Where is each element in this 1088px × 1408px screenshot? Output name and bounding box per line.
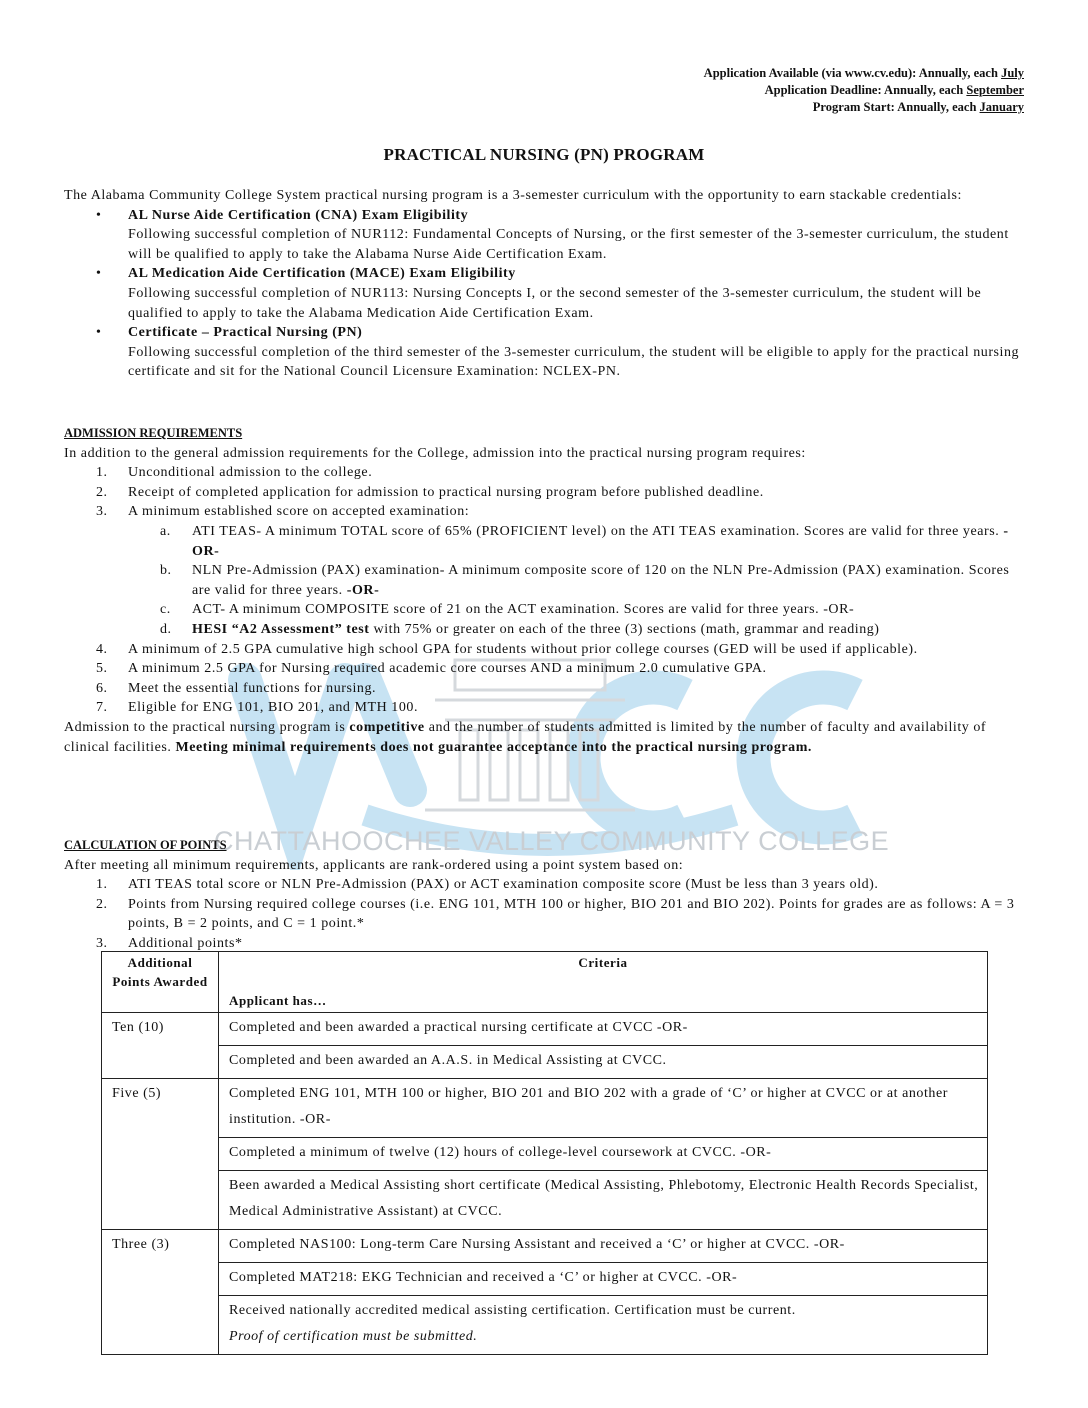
admission-note [64,718,1024,757]
criteria-cell [219,1296,988,1355]
note-text: and the number of students admitted is limited by the number of faculty and availability of clinical facilities. [64,719,987,755]
admission-item [64,698,1024,718]
additional-points-table [101,951,988,1355]
admission-item [64,463,1024,483]
item-letter: a. [160,523,171,539]
month: January [979,100,1024,114]
admission-requirements-section [64,424,1024,757]
item-number: 5. [96,661,108,677]
criteria-label: Criteria [578,955,628,970]
item-text: Additional points* [128,935,243,951]
or-label: -OR- [192,523,1009,559]
item-number: 7. [96,700,108,716]
note-text: Admission to the practical nursing program is [64,719,350,735]
credential-text: Following successful completion of NUR113: Nursing Concepts I, or the second semester of the 3-semester curriculum, the student will be qualified to apply to take the Alabama Medication Aide Certification Exam. [128,285,982,321]
criteria-cell: Completed a minimum of twelve (12) hours of college-level coursework at CVCC. -OR- [219,1138,988,1171]
schedule-header [704,65,1024,116]
calculation-heading: CALCULATION OF POINTS [64,838,227,852]
admission-item [64,640,1024,660]
item-letter: b. [160,563,172,579]
item-letter: d. [160,621,172,637]
credential-title: AL Medication Aide Certification (MACE) Exam Eligibility [128,266,516,282]
admission-item [64,659,1024,679]
calculation-item [64,875,1024,895]
points-column-header: Additional Points Awarded [102,952,219,1013]
admission-item [64,502,1024,639]
calculation-item [64,895,1024,934]
table-row [102,1296,988,1355]
item-text: Receipt of completed application for admission to practical nursing program before published deadline. [128,484,764,500]
item-text: A minimum established score on accepted examination: [128,504,470,520]
intro-paragraph: The Alabama Community College System practical nursing program is a 3-semester curriculum with the opportunity to earn stackable credentials: [64,188,962,203]
admission-intro: In addition to the general admission requirements for the College, admission into the practical nursing program requires: [64,445,806,461]
points-cell: Five (5) [102,1079,219,1230]
admission-heading: ADMISSION REQUIREMENTS [64,426,243,440]
item-letter: c. [160,602,171,618]
item-text: Meet the essential functions for nursing. [128,680,377,696]
criteria-cell: Completed NAS100: Long-term Care Nursing Assistant and received a ‘C’ or higher at CVCC. -OR- [219,1230,988,1263]
item-number: 4. [96,641,108,657]
credentials-list [64,206,1024,382]
option-text: with 75% or greater on each of the three (3) sections (math, grammar and reading) [369,621,880,637]
admission-item [64,679,1024,699]
note-bold: Meeting minimal requirements does not guarantee acceptance into the practical nursing program. [175,739,812,755]
application-available-line [704,65,1024,82]
table-row [102,1138,988,1171]
table-row [102,1263,988,1296]
table-row [102,1046,988,1079]
application-deadline-line [704,82,1024,99]
item-text: ATI TEAS total score or NLN Pre-Admission (PAX) or ACT examination composite score (Must be less than 3 years old). [128,877,879,893]
exam-options-list [128,522,1024,640]
exam-option [128,522,1024,561]
credential-text: Following successful completion of NUR112: Fundamental Concepts of Nursing, or the first semester of the 3-semester curriculum, the student will be qualified to apply to take the Alabama Nurse Aide Certification Exam. [128,227,1009,262]
criteria-text: Received nationally accredited medical assisting certification. Certification must be current. [229,1303,796,1318]
calculation-of-points-section [64,836,1024,954]
exam-option [128,600,1024,620]
criteria-cell: Completed and been awarded a practical nursing certificate at CVCC -OR- [219,1013,988,1046]
bullet-icon: • [96,266,102,282]
exam-option [128,620,1024,640]
points-cell: Three (3) [102,1230,219,1355]
table-row [102,1230,988,1263]
item-number: 1. [96,465,108,481]
label: Program Start: Annually, each [812,100,980,114]
note-bold: competitive [349,719,425,735]
program-start-line [704,99,1024,116]
item-text: Eligible for ENG 101, BIO 201, and MTH 100. [128,700,419,716]
table-row [102,1079,988,1138]
item-text: A minimum 2.5 GPA for Nursing required academic core courses AND a minimum 2.0 cumulative GPA. [128,661,767,677]
or-label: -OR- [346,582,380,598]
admission-list [64,463,1024,718]
criteria-cell: Completed ENG 101, MTH 100 or higher, BIO 201 and BIO 202 with a grade of ‘C’ or higher at CVCC or at another institution. -OR- [219,1079,988,1138]
option-text: NLN Pre-Admission (PAX) examination- A minimum composite score of 120 on the NLN Pre-Admission (PAX) examination. Scores are valid for three years. [192,563,1010,598]
month: July [1001,66,1024,80]
bullet-icon: • [96,207,102,223]
watermark-college-name: CHATTAHOOCHEE VALLEY COMMUNITY COLLEGE [214,826,890,856]
applicant-has-label: Applicant has… [229,993,327,1008]
label: Application Deadline: Annually, each [764,83,967,97]
criteria-column-header [219,952,988,1013]
item-number: 3. [96,504,108,520]
item-text: Points from Nursing required college courses (i.e. ENG 101, MTH 100 or higher, BIO 201 and BIO 202). Points for grades are as follows: A = 3 points, B = 2 points, and C = 1 point.* [128,896,1015,932]
item-text: Unconditional admission to the college. [128,465,373,481]
intro-section [64,186,1024,382]
calculation-intro: After meeting all minimum requirements, applicants are rank-ordered using a point system based on: [64,857,684,873]
exam-option [128,561,1024,600]
month: September [966,83,1024,97]
bullet-icon: • [96,325,102,341]
table-header-row [102,952,988,1013]
table-row [102,1013,988,1046]
credential-item [64,264,1024,323]
item-text: A minimum of 2.5 GPA cumulative high school GPA for students without prior college courses (GED will be used if applicable). [128,641,918,657]
item-number: 6. [96,680,108,696]
table-row [102,1171,988,1230]
item-number: 2. [96,896,108,912]
proof-note: Proof of certification must be submitted. [229,1329,478,1344]
criteria-cell: Been awarded a Medical Assisting short certificate (Medical Assisting, Phlebotomy, Electronic Health Records Specialist, Medical Administrative Assistant) at CVCC. [219,1171,988,1230]
label: Application Available (via www.cv.edu): Annually, each [703,66,1002,80]
item-number: 3. [96,935,108,951]
points-cell: Ten (10) [102,1013,219,1079]
credential-item [64,323,1024,382]
criteria-cell: Completed and been awarded an A.A.S. in Medical Assisting at CVCC. [219,1046,988,1079]
item-number: 1. [96,877,108,893]
option-bold-lead: HESI “A2 Assessment” test [192,621,370,637]
admission-item [64,483,1024,503]
option-text: ACT- A minimum COMPOSITE score of 21 on the ACT examination. Scores are valid for three years. -OR- [192,602,855,618]
credential-title: AL Nurse Aide Certification (CNA) Exam Eligibility [128,207,469,223]
page-title: PRACTICAL NURSING (PN) PROGRAM [383,145,705,164]
item-number: 2. [96,484,108,500]
credential-title: Certificate – Practical Nursing (PN) [128,325,363,341]
criteria-cell: Completed MAT218: EKG Technician and received a ‘C’ or higher at CVCC. -OR- [219,1263,988,1296]
credential-item [64,206,1024,265]
option-text: ATI TEAS- A minimum TOTAL score of 65% (PROFICIENT level) on the ATI TEAS examination. Scores are valid for three years. [192,523,1004,539]
calculation-list [64,875,1024,953]
credential-text: Following successful completion of the third semester of the 3-semester curriculum, the student will be eligible to apply for the practical nursing certificate and sit for the National Council Licensure Examination: NCLEX-PN. [128,344,1020,380]
